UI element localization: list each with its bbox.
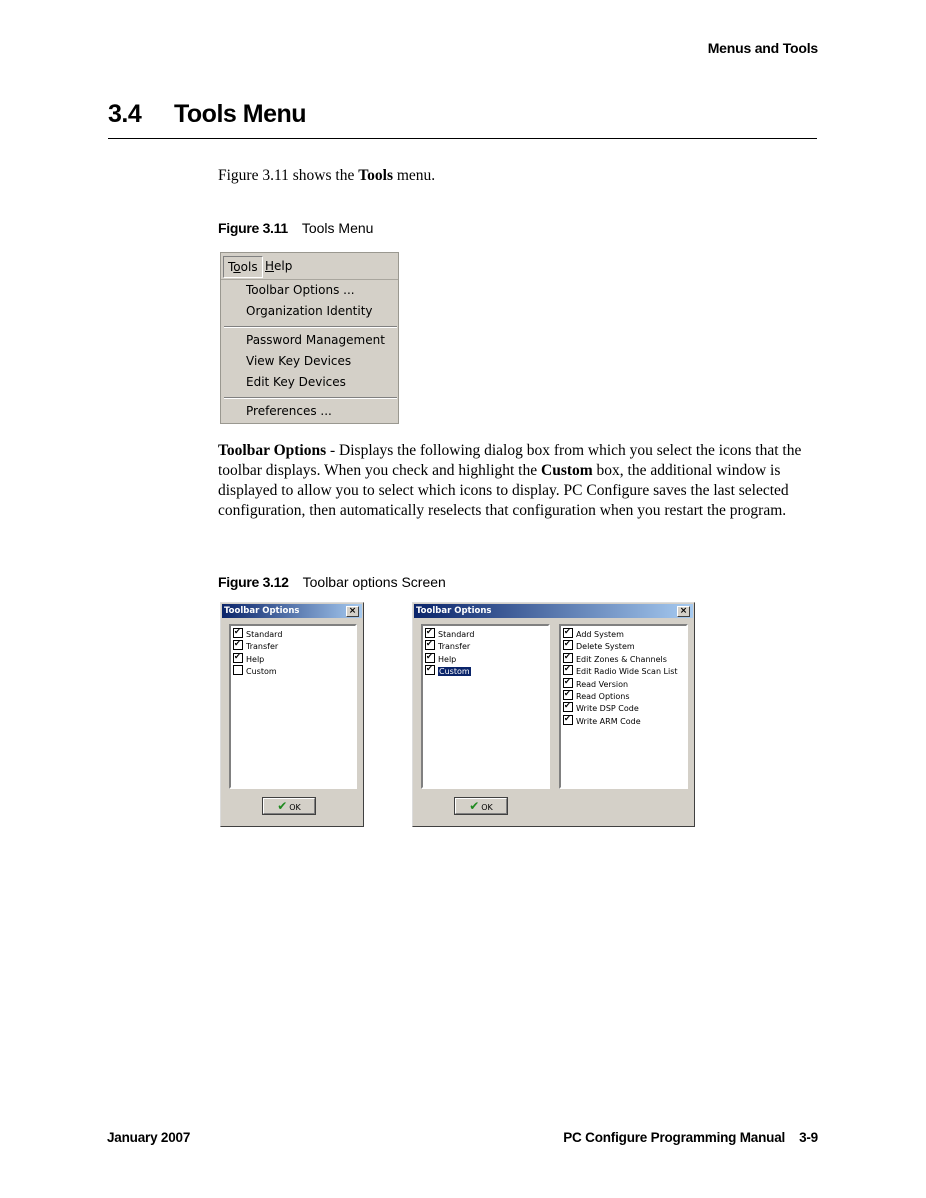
toolbar-option[interactable] [233, 665, 277, 677]
option-label: Edit Radio Wide Scan List [576, 667, 678, 677]
option-label: Delete System [576, 642, 635, 652]
checkbox[interactable] [425, 628, 435, 638]
menu-tools[interactable]: Tools [223, 256, 263, 278]
checkbox[interactable] [233, 628, 243, 638]
menu-help[interactable]: Help [265, 259, 293, 273]
figure-title: Tools Menu [301, 220, 374, 236]
icon-option[interactable] [563, 628, 624, 640]
option-label: Write ARM Code [576, 716, 641, 726]
icon-option[interactable] [563, 715, 641, 727]
checkbox[interactable] [563, 690, 573, 700]
checkbox[interactable] [563, 678, 573, 688]
option-label: Help [246, 654, 265, 664]
custom-icon-list [559, 624, 688, 789]
intro-text: Figure 3.11 shows the [218, 167, 359, 184]
menu-bar [221, 253, 398, 280]
menu-item-toolbar-options[interactable]: Toolbar Options ... [246, 283, 355, 297]
icon-option[interactable] [563, 702, 639, 714]
checkbox[interactable] [425, 665, 435, 675]
figure-label: Figure 3.11 [218, 220, 288, 236]
ok-label: OK [481, 803, 493, 812]
term-custom: Custom [541, 462, 593, 479]
icon-option[interactable] [563, 678, 628, 690]
icon-option[interactable] [563, 653, 667, 665]
toolbar-list [229, 624, 357, 789]
toolbar-option[interactable] [233, 640, 278, 652]
toolbar-list [421, 624, 550, 789]
footer-date: January 2007 [107, 1130, 191, 1145]
checkbox[interactable] [425, 640, 435, 650]
toolbar-option[interactable] [425, 628, 474, 640]
ok-label: OK [289, 803, 301, 812]
menu-item-view-key-devices[interactable]: View Key Devices [246, 354, 352, 368]
close-icon[interactable]: × [346, 606, 359, 617]
running-header: Menus and Tools [707, 40, 818, 56]
menu-item-preferences[interactable]: Preferences ... [246, 404, 332, 418]
icon-option[interactable] [563, 665, 678, 677]
dialog-title-bar [414, 604, 693, 618]
ok-button[interactable] [454, 797, 508, 815]
footer-manual-title: PC Configure Programming Manual [563, 1130, 786, 1145]
toolbar-option[interactable] [425, 640, 470, 652]
option-label: Standard [438, 630, 475, 639]
toolbar-option[interactable] [425, 665, 471, 677]
term-toolbar-options: Toolbar Options [218, 442, 327, 459]
footer-manual-page [563, 1130, 818, 1145]
dialog-title-bar [222, 604, 362, 618]
icon-option[interactable] [563, 640, 635, 652]
dialog-title: Toolbar Options [224, 606, 300, 616]
toolbar-options-dialog-custom [412, 602, 695, 827]
option-label: Help [438, 654, 457, 664]
icon-option[interactable] [563, 690, 630, 702]
intro-bold: Tools [358, 167, 393, 184]
tools-menu-figure [220, 252, 399, 424]
intro-paragraph [218, 166, 818, 186]
close-icon[interactable]: × [677, 606, 690, 617]
menu-item-password-management[interactable]: Password Management [246, 333, 385, 347]
option-label: Add System [576, 630, 624, 639]
figure-3-11-caption [218, 220, 373, 236]
checkbox[interactable] [233, 640, 243, 650]
ok-button[interactable] [262, 797, 316, 815]
checkbox[interactable] [233, 653, 243, 663]
option-label: Transfer [246, 642, 279, 652]
figure-3-12-caption [218, 574, 446, 590]
option-label: Write DSP Code [576, 704, 639, 714]
checkmark-icon: ✔ [277, 799, 288, 813]
checkbox[interactable] [563, 702, 573, 712]
menu-item-organization-identity[interactable]: Organization Identity [246, 304, 373, 318]
paragraph-text: - Displays the following dialog box from which you select the icons that the toolbar displays. When you check and highlight the [218, 442, 802, 479]
checkbox[interactable] [563, 640, 573, 650]
section-rule [108, 138, 817, 139]
checkbox[interactable] [425, 653, 435, 663]
menu-separator [224, 326, 397, 328]
checkmark-icon: ✔ [469, 799, 480, 813]
checkbox[interactable] [563, 665, 573, 675]
checkbox[interactable] [563, 653, 573, 663]
option-label: Custom [246, 667, 277, 677]
toolbar-options-paragraph [218, 441, 818, 521]
figure-label: Figure 3.12 [218, 574, 289, 590]
toolbar-option[interactable] [233, 653, 264, 665]
option-label: Read Version [576, 679, 629, 689]
intro-suffix: menu. [392, 167, 436, 184]
menu-separator [224, 397, 397, 399]
checkbox[interactable] [233, 665, 243, 675]
toolbar-option[interactable] [233, 628, 282, 640]
page-number: 3-9 [799, 1130, 818, 1145]
checkbox[interactable] [563, 628, 573, 638]
checkbox[interactable] [563, 715, 573, 725]
dialog-title: Toolbar Options [416, 606, 492, 616]
toolbar-options-dialog-basic [220, 602, 364, 827]
menu-item-edit-key-devices[interactable]: Edit Key Devices [246, 375, 346, 389]
figure-title: Toolbar options Screen [302, 574, 446, 590]
option-label: Custom [439, 667, 470, 677]
section-number: 3.4 [108, 100, 142, 128]
toolbar-option[interactable] [425, 653, 456, 665]
option-label: Edit Zones & Channels [576, 654, 667, 664]
paragraph-text: box, the additional window is displayed to allow you to select which icons to display. PC Configure saves the last selected configuration, then automatically reselects that configuration when you restart the program. [218, 462, 789, 519]
option-label: Read Options [576, 692, 630, 701]
section-title: Tools Menu [174, 100, 307, 128]
option-label: Transfer [438, 642, 471, 652]
option-label: Standard [246, 630, 283, 639]
